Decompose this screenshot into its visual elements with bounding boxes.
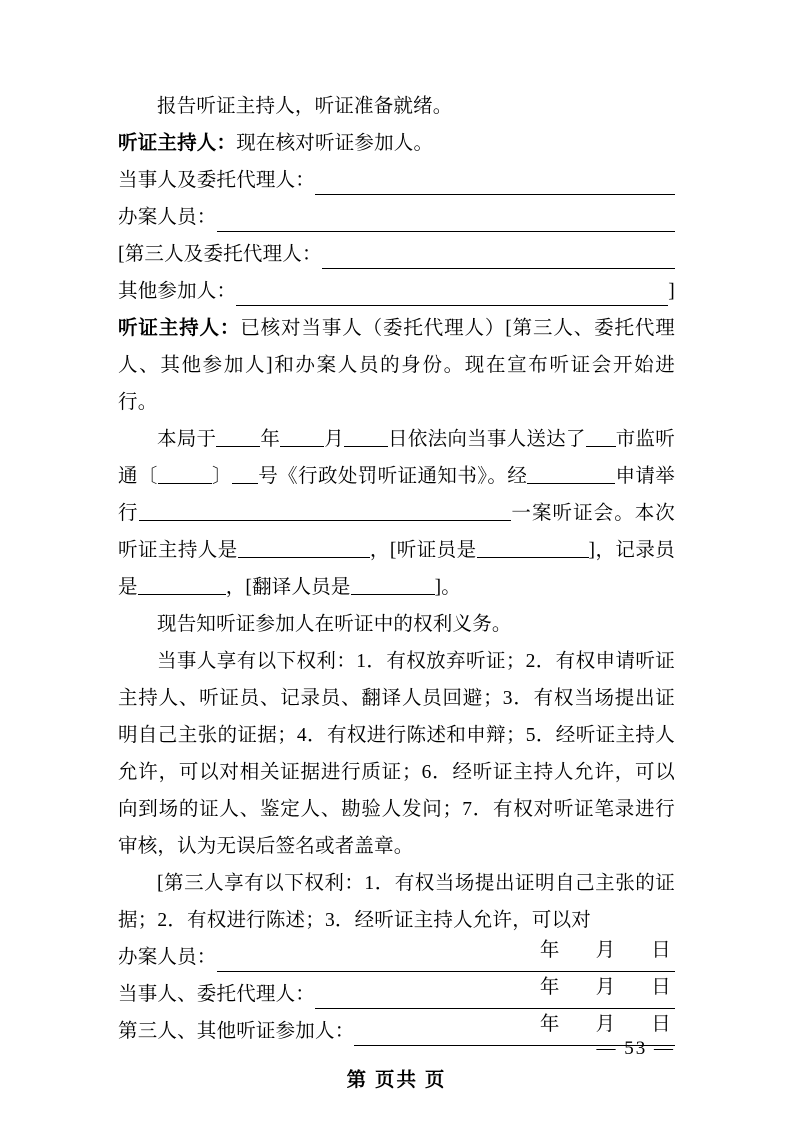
- text-segment: 〕: [211, 466, 232, 487]
- text-segment: 号《行政处罚听证通知书》。经: [257, 466, 528, 487]
- date-unit-day: 日: [651, 977, 671, 998]
- blank-year[interactable]: [216, 426, 260, 447]
- blank-month[interactable]: [280, 426, 324, 447]
- paragraph-party-rights: [118, 643, 675, 865]
- page-number: — 53 —: [596, 1038, 675, 1059]
- paragraph-third-party-rights: [118, 865, 675, 939]
- date-unit-year: 年: [539, 1014, 560, 1035]
- blank-city[interactable]: [586, 426, 616, 447]
- text-segment: ，[翻译人员是: [225, 577, 351, 598]
- host-label: 听证主持人：: [118, 318, 241, 339]
- blank-recorder[interactable]: [138, 574, 226, 595]
- text-segment: 本局于: [157, 429, 217, 450]
- text-segment: 市监听通〔: [118, 429, 675, 487]
- field-label-tail: ]: [668, 281, 675, 302]
- field-label: 当事人及委托代理人：: [118, 170, 316, 191]
- field-label: 其他参加人：: [118, 281, 237, 302]
- signature-row-third-party-and-others[interactable]: [118, 1013, 675, 1050]
- paragraph-text: [第三人享有以下权利：1．有权当场提出证明自己主张的证据；2．有权进行陈述；3．经听证主持人允许，可以对: [118, 873, 675, 931]
- text-segment: 日依法向当事人送达了: [387, 429, 586, 450]
- field-party-and-agent[interactable]: [118, 162, 675, 199]
- field-other-participants[interactable]: [118, 273, 675, 310]
- text-segment: 一案听证会。本次听证主持人是: [118, 503, 675, 561]
- paragraph-rights-notice: [118, 606, 675, 643]
- host-label: 听证主持人：: [118, 133, 237, 154]
- date-unit-month: 月: [595, 940, 616, 961]
- signature-label: 办案人员：: [118, 947, 217, 968]
- blank-doc-year[interactable]: [158, 463, 212, 484]
- blank-case-name[interactable]: [139, 500, 511, 521]
- date-unit-day: 日: [651, 1014, 671, 1035]
- field-underline[interactable]: [236, 285, 668, 306]
- field-underline[interactable]: [315, 174, 675, 195]
- date-unit-year: 年: [539, 940, 560, 961]
- field-underline[interactable]: [217, 211, 675, 232]
- date-units: [540, 932, 675, 969]
- page-counter: 第 页共 页: [346, 1070, 447, 1091]
- blank-translator[interactable]: [351, 574, 435, 595]
- date-unit-year: 年: [539, 977, 560, 998]
- host-text: 已核对当事人（委托代理人）[第三人、委托代理人、其他参加人]和办案人员的身份。现在宣布听证会开始进行。: [118, 318, 675, 413]
- date-unit-month: 月: [595, 977, 616, 998]
- field-case-handlers[interactable]: [118, 199, 675, 236]
- blank-day[interactable]: [344, 426, 388, 447]
- text-segment: ]，记录员是: [118, 540, 676, 598]
- paragraph-notice-details: [118, 421, 675, 606]
- blank-doc-number[interactable]: [232, 463, 258, 484]
- text-segment: ]。: [434, 577, 462, 598]
- field-underline[interactable]: [322, 248, 675, 269]
- signature-label: 当事人、委托代理人：: [118, 984, 316, 1005]
- blank-host-name[interactable]: [238, 537, 370, 558]
- date-units: [540, 969, 675, 1006]
- text-segment: ，[听证员是: [369, 540, 477, 561]
- field-label: 办案人员：: [118, 207, 217, 228]
- paragraph-text: 报告听证主持人，听证准备就绪。: [157, 96, 453, 117]
- signature-label: 第三人、其他听证参加人：: [118, 1021, 355, 1042]
- blank-hearing-officer[interactable]: [477, 537, 589, 558]
- paragraph-host-confirm: [118, 310, 675, 421]
- paragraph-text: 当事人享有以下权利：1．有权放弃听证；2．有权申请听证主持人、听证员、记录员、翻译人员回避；3．有权当场提出证明自己主张的证据；4．有权进行陈述和申辩；5．经听证主持人允许，可以对相关证据进行质证；6．经听证主持人允许，可以向到场的证人、鉴定人、勘验人发问；7．有权对听证笔录进行审核，认为无误后签名或者盖章。: [118, 651, 675, 857]
- text-segment: 月: [324, 429, 344, 450]
- text-segment: 申请举行: [118, 466, 676, 524]
- host-text: 现在核对听证参加人。: [236, 133, 434, 154]
- date-unit-day: 日: [651, 940, 671, 961]
- blank-applicant[interactable]: [527, 463, 615, 484]
- text-segment: 年: [260, 429, 281, 450]
- date-unit-month: 月: [595, 1014, 616, 1035]
- paragraph-text: 现告知听证参加人在听证中的权利义务。: [157, 614, 512, 635]
- field-third-party-and-agent[interactable]: [118, 236, 675, 273]
- field-label: [第三人及委托代理人：: [118, 244, 322, 265]
- paragraph-host-check: [118, 125, 675, 162]
- paragraph-report-ready: [118, 88, 675, 125]
- document-body: [118, 88, 675, 1099]
